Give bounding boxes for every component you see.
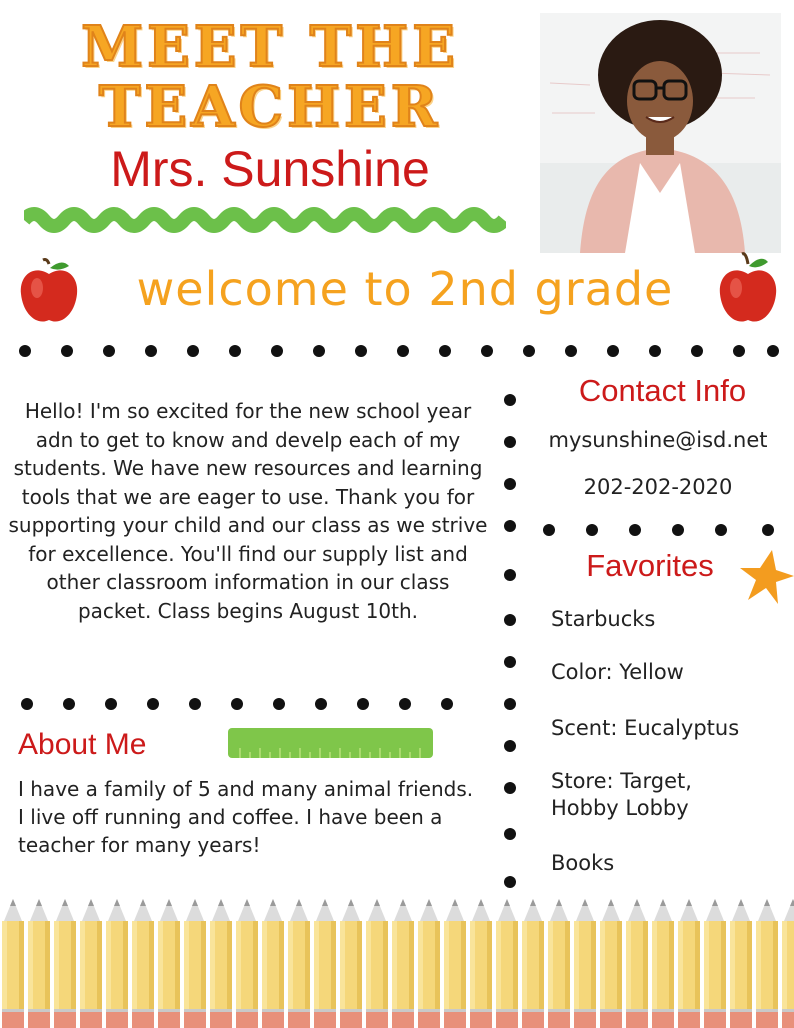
title-line-2: TEACHER [98,74,442,140]
pencil-border-decoration [0,895,794,1028]
contact-email[interactable]: mysunshine@isd.net [548,428,768,452]
contact-info-heading: Contact Info [578,373,747,408]
green-wave-decoration [24,205,506,235]
about-me-heading: About Me [18,728,147,761]
contact-phone: 202-202-2020 [583,475,733,499]
about-me-text: I have a family of 5 and many animal friends. I live off running and coffee. I have been a teacher for many years! [18,777,474,857]
favorite-item: Store: Target, Hobby Lobby [551,769,692,820]
teacher-name: Mrs. Sunshine [110,141,430,197]
welcome-heading: welcome to 2nd grade [136,262,674,316]
favorite-item: Scent: Eucalyptus [551,716,740,740]
intro-paragraph: Hello! I'm so excited for the new school year adn to get to know and develp each of my students. We have new resources and learning tools that we are eager to use. Thank you for supporting your child and our class as we strive for excellence. You'll find our supply list and other classroom information in our class packet. Class begins August 10th. [8,399,488,623]
star-icon [738,548,794,606]
ruler-icon [228,728,433,758]
apple-icon-left [17,258,81,326]
favorite-item: Books [551,851,615,875]
teacher-photo [540,13,781,253]
favorites-heading: Favorites [586,548,714,583]
favorite-item: Starbucks [551,607,656,631]
favorite-item: Color: Yellow [551,660,684,684]
title-line-1: MEET THE [81,14,459,80]
apple-icon-right [716,250,780,326]
